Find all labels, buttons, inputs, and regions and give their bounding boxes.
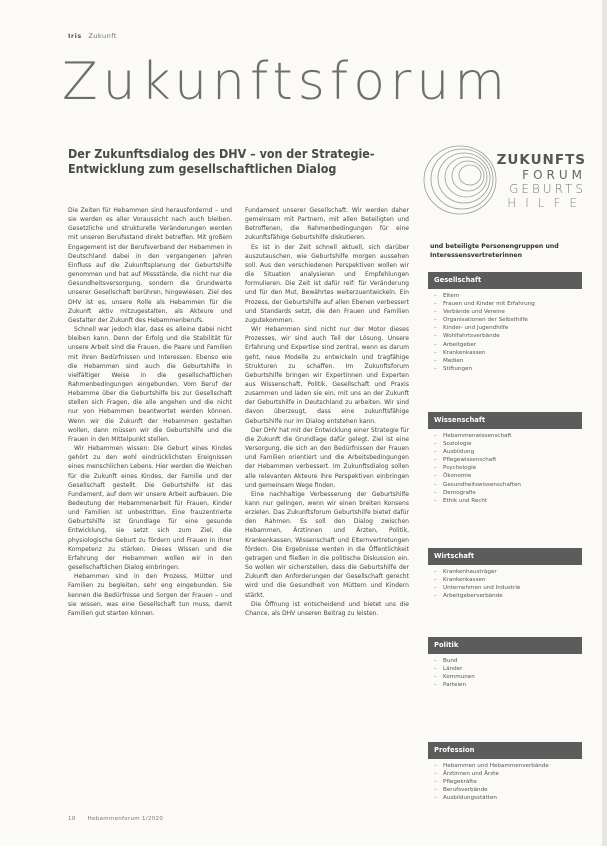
paragraph: Fundament unserer Gesellschaft. Wir werden daher gemeinsam mit Partnern, mit allen Beteiligten und Betroffenen, die Rahmenbedingungen für eine zukunftsfähige Geburtshilfe diskutieren. [245, 207, 409, 242]
list-item: – Pflegekräfte [434, 778, 582, 786]
list-item: – Soziologie [434, 440, 582, 448]
list-item: – Organisationen der Selbsthilfe [434, 316, 582, 324]
box-heading: Profession [428, 742, 582, 759]
list-item: – Krankenkassen [434, 576, 582, 584]
list-item: – Medien [434, 357, 582, 365]
list-item: – Frauen und Kinder mit Erfahrung [434, 300, 582, 308]
paragraph: Die Zeiten für Hebammen sind herausfordernd – und sie werden es aller Voraussicht nach auch bleiben. Gesetzliche und strukturelle Veränderungen werden mit unseren Berufsstand direkt betreffen. Mit großem Engagement ist der Berufsverband der Hebammen in Deutschland dabei in den vergangenen Jahren Einfluss auf die Zukunftsplanung der Geburtshilfe genommen und hat auf Missstände, die nicht nur die Gesundheitsversorgung, sondern die Grundwerte unserer Gesellschaft berühren, hingewiesen. Ziel des DHV ist es, unsere Rolle als Hebammen für die Zukunft aktiv mitzugestalten, als Akteure und Gestalter der Zukunft des Hebammenberufs. [68, 207, 232, 324]
list-item: – Verbände und Vereine [434, 308, 582, 316]
section-label: Iris [68, 32, 82, 40]
box-heading: Wissenschaft [428, 412, 582, 429]
article-column-2 [245, 206, 409, 618]
box-heading: Politik [428, 637, 582, 654]
box-list [428, 568, 582, 600]
logo-line-2: FORUM [522, 168, 586, 182]
box-heading: Gesellschaft [428, 272, 582, 289]
list-item: – Ärztinnen und Ärzte [434, 770, 582, 778]
page-title: Zukunftsforum [62, 52, 510, 112]
box-gesellschaft [428, 272, 582, 373]
list-item: – Kinder- und Jugendhilfe [434, 324, 582, 332]
sidebar-intro: und beteiligte Personengruppen und Interessensvertreterinnen [430, 243, 559, 259]
list-item: – Psychologie [434, 464, 582, 472]
list-item: – Krankenhausträger [434, 568, 582, 576]
box-politik [428, 637, 582, 689]
list-item: – Krankenkassen [434, 349, 582, 357]
paragraph: Wir Hebammen wissen: Die Geburt eines Kindes gehört zu den wohl eindrücklichsten Ereignissen eines menschlichen Lebens. Hier werden die Weichen für die Zukunft eines Kindes, der Familie und der Gesellschaft gestellt. Die Geburtshilfe ist das Fundament, auf dem wir unsere Arbeit aufbauen. Die Bedeutung der Hebammenarbeit für Frauen, Kinder und Familien ist unbestritten. Eine frauzentrierte Geburtshilfe ist Grundlage für eine gesunde Entwicklung, sie setzt sich zum Ziel, die physiologische Geburt zu fördern und Frauen in ihrer Kompetenz zu stärken. Dieses Wissen und die Erfahrung der Hebammen wollen wir in den gesellschaftlichen Dialog einbringen. [68, 445, 232, 572]
list-item: – Ausbildungsstätten [434, 794, 582, 802]
zukunftsforum-logo [420, 140, 590, 226]
paragraph: Hebammen sind in den Prozess, Mütter und Familien zu begleiten, sehr eng eingebunden. Sie kennen die Bedürfnisse und Sorgen der Frauen – und sie wissen, was eine Gesellschaft tun muss, damit Familien gut starten können. [68, 573, 232, 617]
list-item: – Ausbildung [434, 448, 582, 456]
list-item: – Unternehmen und Industrie [434, 584, 582, 592]
box-list [428, 762, 582, 802]
box-heading: Wirtschaft [428, 548, 582, 565]
list-item: – Parteien [434, 681, 582, 689]
logo-line-1: ZUKUNFTS [496, 152, 586, 168]
list-item: – Pflegewissenschaft [434, 456, 582, 464]
running-head [68, 32, 117, 40]
paragraph: Der DHV hat mit der Entwicklung einer Strategie für die Zukunft die Grundlage dafür gelegt. Ziel ist eine Versorgung, die sich an den Bedürfnissen der Frauen und Familien orientiert und die Arbeitsbedingungen der Hebammen verbessert. Im Zukunftsdialog sollen alle relevanten Akteure ihre Perspektiven einbringen und gemeinsam Wege finden. [245, 426, 409, 489]
list-item: – Kommunen [434, 673, 582, 681]
page-number: 10 [68, 816, 76, 822]
list-item: – Arbeitgeberverbände [434, 592, 582, 600]
logo-line-4: HILFE [507, 196, 586, 210]
article-column-1 [68, 206, 232, 618]
list-item: – Eltern [434, 292, 582, 300]
page-spine-shadow [602, 0, 607, 846]
article-headline: Der Zukunftsdialog des DHV – von der Strategie-Entwicklung zum gesellschaftlichen Dialog [68, 146, 375, 176]
paragraph: Die Öffnung ist entscheidend und bietet uns die Chance, als DHV unseren Beitrag zu leisten. [245, 600, 409, 617]
box-wissenschaft [428, 412, 582, 505]
box-profession [428, 742, 582, 802]
list-item: – Wohlfahrtsverbände [434, 332, 582, 340]
list-item: – Hebammenwissenschaft [434, 432, 582, 440]
list-item: – Länder [434, 665, 582, 673]
list-item: – Ökonomie [434, 472, 582, 480]
logo-line-3: GEBURTS [509, 182, 586, 196]
box-list [428, 432, 582, 505]
paragraph: Es ist in der Zeit schnell aktuell, sich darüber auszutauschen, wie Geburtshilfe morgen aussehen soll. Aus den verschiedenen Perspektiven wollen wir die Situation analysieren und Empfehlungen formulieren. Die Zeit ist dafür reif: für Veränderung und für den Mut, Bewährtes weiterzuentwickeln. Ein Prozess, der Geburtshilfe auf allen Ebenen verbessert und Standards setzt, die den Frauen und Familien zugutekommen. [245, 243, 409, 324]
paragraph: Wir Hebammen sind nicht nur der Motor dieses Prozesses, wir sind auch Teil der Lösung. Unsere Erfahrung und Expertise sind zentral, wenn es darum geht, neue Modelle zu entwickeln und tragfähige Strukturen zu schaffen. Im Zukunftsforum Geburtshilfe bringen wir Expertinnen und Experten aus Wissenschaft, Politik, Gesellschaft und Praxis zusammen und laden sie ein, mit uns an der Zukunft der Geburtshilfe in Deutschland zu arbeiten. Wir sind davon überzeugt, dass eine zukunftsfähige Geburtshilfe nur im Dialog entstehen kann. [245, 326, 409, 425]
list-item: – Arbeitgeber [434, 341, 582, 349]
page-footer [68, 816, 173, 822]
paragraph: Schnell war jedoch klar, dass es alleine dabei nicht bleiben kann. Denn der Erfolg und die Stabilität für unsere Arbeit sind die Frauen, die Paare und Familien mit ihren Bedürfnissen und Interessen. Ebenso wie die Hebammen sind auch die Geburtshilfe in vielfältiger Weise in die gesellschaftlichen Rahmenbedingungen eingebunden. Vom Beruf der Hebamme über die Geburtshilfe bis zur Gesellschaft stellen sich Fragen, die alle angehen und die nicht nur von Hebammen beantwortet werden können. Wenn wir die Zukunft der Hebammen gestalten wollen, dann müssen wir die Geburtshilfe und die Frauen in den Mittelpunkt stellen. [68, 326, 232, 443]
list-item: – Hebammen und Hebammenverbände [434, 762, 582, 770]
box-list [428, 657, 582, 689]
list-item: – Berufsverbände [434, 786, 582, 794]
box-list [428, 292, 582, 373]
list-item: – Demografie [434, 489, 582, 497]
list-item: – Ethik und Recht [434, 497, 582, 505]
list-item: – Bund [434, 657, 582, 665]
paragraph: Eine nachhaltige Verbesserung der Geburtshilfe kann nur gelingen, wenn wir einen breiten Konsens erzielen. Das Zukunftsforum Geburtshilfe bietet dafür den Rahmen. Es soll den Dialog zwischen Hebammen, Ärztinnen und Ärzten, Politik, Krankenkassen, Wissenschaft und Elternvertretungen fördern. Die Ergebnisse werden in die Öffentlichkeit getragen und fließen in die politische Diskussion ein. So wollen wir sicherstellen, dass die Geburtshilfe der Zukunft den Anforderungen der Gesellschaft gerecht wird und die Gesundheit von Müttern und Kindern stärkt. [245, 490, 409, 599]
topic-label: Zukunft [88, 32, 117, 40]
list-item: – Stiftungen [434, 365, 582, 373]
list-item: – Gesundheitswissenschaften [434, 481, 582, 489]
journal-name: Hebammenforum 1/2020 [87, 816, 164, 822]
box-wirtschaft [428, 548, 582, 600]
